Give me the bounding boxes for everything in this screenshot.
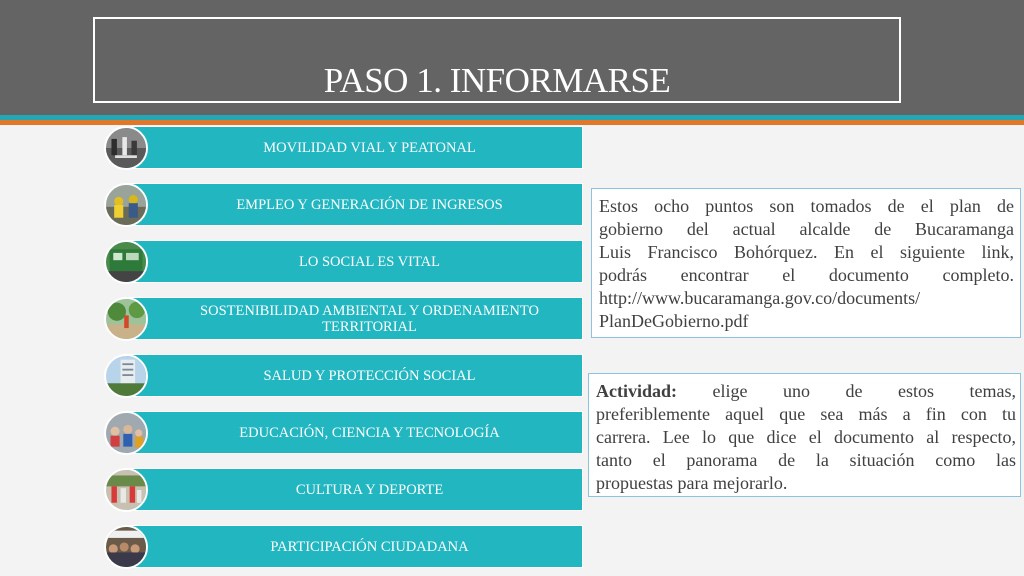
street-photo-icon — [104, 126, 148, 170]
parade-photo-icon — [104, 468, 148, 512]
info-line: gobierno del actual alcalde de Bucaramanga — [599, 219, 1014, 239]
document-link[interactable]: http://www.bucaramanga.gov.co/documents/ — [599, 288, 921, 308]
activity-label: Actividad: — [596, 381, 677, 401]
list-item-label: SOSTENIBILIDAD AMBIENTAL Y ORDENAMIENTO TERRITORIAL — [126, 297, 583, 340]
list-item-salud — [126, 354, 583, 397]
list-item-participacion — [126, 525, 583, 568]
list-item-empleo — [126, 183, 583, 226]
workers-photo-icon — [104, 183, 148, 227]
header-banner — [0, 0, 1024, 115]
activity-text-box — [588, 373, 1021, 497]
students-photo-icon — [104, 411, 148, 455]
list-item-label: EMPLEO Y GENERACIÓN DE INGRESOS — [126, 183, 583, 226]
activity-line: tanto el panorama de la situación como las — [596, 450, 1016, 470]
page-title: PASO 1. INFORMARSE — [323, 61, 671, 100]
list-item-label: PARTICIPACIÓN CIUDADANA — [126, 525, 583, 568]
list-item-movilidad — [126, 126, 583, 169]
building-photo-icon — [104, 354, 148, 398]
info-line: Estos ocho puntos son tomados de el plan de — [599, 196, 1014, 216]
title-frame — [93, 17, 901, 103]
list-item-label: EDUCACIÓN, CIENCIA Y TECNOLOGÍA — [126, 411, 583, 454]
bus-photo-icon — [104, 240, 148, 284]
list-item-label: LO SOCIAL ES VITAL — [126, 240, 583, 283]
list-item-label: MOVILIDAD VIAL Y PEATONAL — [126, 126, 583, 169]
document-link-filename[interactable]: PlanDeGobierno.pdf — [599, 311, 749, 331]
list-item-cultura — [126, 468, 583, 511]
activity-line: propuestas para mejorarlo. — [596, 473, 788, 493]
info-line: Luis Francisco Bohórquez. En el siguiente link, — [599, 242, 1014, 262]
list-item-educacion — [126, 411, 583, 454]
activity-line: carrera. Lee lo que dice el documento al respecto, — [596, 427, 1016, 447]
activity-first-line-text: elige uno de estos temas, — [677, 381, 1016, 401]
header-accent-orange — [0, 120, 1024, 125]
activity-first-line — [596, 380, 1016, 403]
activity-line: preferiblemente aquel que sea más a fin con tu — [596, 404, 1016, 424]
list-item-label: CULTURA Y DEPORTE — [126, 468, 583, 511]
info-line: podrás encontrar el documento completo. — [599, 265, 1014, 285]
crowd-photo-icon — [104, 525, 148, 569]
list-item-label: SALUD Y PROTECCIÓN SOCIAL — [126, 354, 583, 397]
park-photo-icon — [104, 297, 148, 341]
info-text-box — [591, 188, 1021, 338]
list-item-sostenibilidad — [126, 297, 583, 340]
list-item-social — [126, 240, 583, 283]
